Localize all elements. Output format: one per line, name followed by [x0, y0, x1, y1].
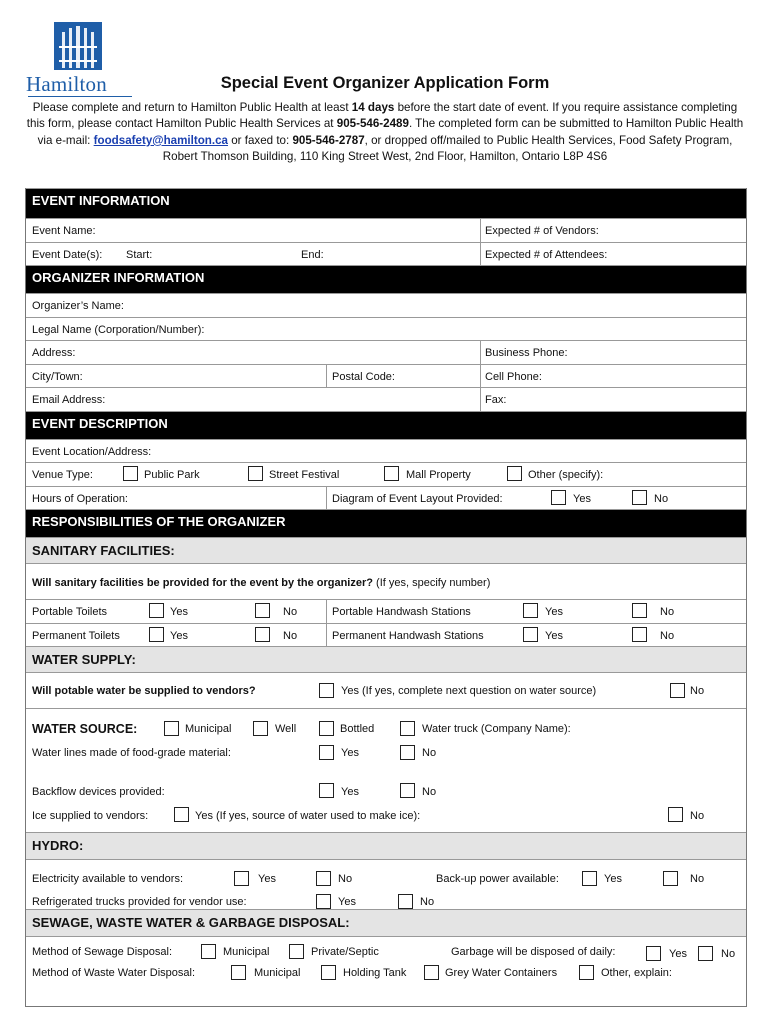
- ice-yes-checkbox[interactable]: [174, 807, 189, 822]
- yes-label: Yes: [545, 606, 563, 618]
- sewage-municipal-checkbox[interactable]: [201, 944, 216, 959]
- municipal-label: Municipal: [223, 945, 270, 958]
- water-supply-question: Will potable water be supplied to vendors?: [32, 685, 256, 697]
- backup-no-checkbox[interactable]: [663, 871, 678, 886]
- legal-name-field[interactable]: Legal Name (Corporation/Number):: [32, 323, 205, 336]
- section-responsibilities: RESPONSIBILITIES OF THE ORGANIZER: [26, 509, 746, 537]
- city-hall-icon: [54, 22, 102, 70]
- permanent-handwash-no-checkbox[interactable]: [632, 627, 647, 642]
- water-supply-yes-checkbox[interactable]: [319, 683, 334, 698]
- permanent-toilets-no-checkbox[interactable]: [255, 627, 270, 642]
- waste-municipal-checkbox[interactable]: [231, 965, 246, 980]
- venue-type-label: Venue Type:: [32, 469, 93, 481]
- event-location-row: [26, 439, 746, 463]
- holding-tank-label: Holding Tank: [343, 966, 407, 979]
- application-form: [25, 188, 747, 1007]
- diagram-yes-checkbox[interactable]: [551, 490, 566, 505]
- waste-water-method-label: Method of Waste Water Disposal:: [32, 966, 196, 979]
- permanent-toilets-label: Permanent Toilets: [32, 629, 120, 642]
- bottled-water-label: Bottled: [340, 723, 375, 735]
- organizer-name-row: [26, 293, 746, 317]
- sewage-heading: SEWAGE, WASTE WATER & GARBAGE DISPOSAL:: [26, 909, 746, 936]
- water-supply-row: [26, 672, 746, 708]
- backup-power-label: Back-up power available:: [436, 872, 559, 885]
- portable-handwash-label: Portable Handwash Stations: [332, 606, 471, 618]
- no-label: No: [338, 872, 353, 885]
- portable-toilets-yes-checkbox[interactable]: [149, 603, 164, 618]
- sanitary-question-row: [26, 563, 746, 599]
- public-park-label: Public Park: [144, 469, 200, 481]
- water-truck-checkbox[interactable]: [400, 721, 415, 736]
- city-row: [26, 364, 746, 388]
- refrigerated-label: Refrigerated trucks provided for vendor use:: [32, 895, 247, 908]
- permanent-handwash-label: Permanent Handwash Stations: [332, 629, 484, 642]
- garbage-label: Garbage will be disposed of daily:: [451, 945, 616, 958]
- ice-row: [26, 804, 746, 832]
- no-label: No: [422, 786, 437, 798]
- hours-field[interactable]: Hours of Operation:: [32, 492, 128, 505]
- municipal-water-checkbox[interactable]: [164, 721, 179, 736]
- street-festival-label: Street Festival: [269, 469, 340, 481]
- other-disposal-label: Other, explain:: [601, 966, 672, 979]
- portable-toilets-no-checkbox[interactable]: [255, 603, 270, 618]
- electricity-no-checkbox[interactable]: [316, 871, 331, 886]
- grey-water-checkbox[interactable]: [424, 965, 439, 980]
- toilets-permanent-row: [26, 623, 746, 647]
- no-label: No: [283, 606, 298, 618]
- yes-label: Yes: [604, 872, 622, 885]
- portable-handwash-yes-checkbox[interactable]: [523, 603, 538, 618]
- water-truck-label: Water truck (Company Name):: [422, 723, 571, 735]
- email-row: [26, 387, 746, 411]
- diagram-no-checkbox[interactable]: [632, 490, 647, 505]
- no-label: No: [690, 809, 705, 822]
- form-instructions: Please complete and return to Hamilton Public Health at least 14 days before the start date of event. If you require assistance completing this form, please contact Hamilton Public Health Services at 905-546-2489. The completed form can be submitted to Hamilton Public Health via e-mail: foodsafety@hamilton.ca or faxed to: 905-546-2787, or dropped off/mailed to Public Health Services, Food Safety Program, Robert Thomson Building, 110 King Street West, 2nd Floor, Hamilton, Ontario L8P 4S6: [26, 101, 744, 164]
- backflow-row: [26, 780, 746, 804]
- backflow-yes-checkbox[interactable]: [319, 783, 334, 798]
- address-row: [26, 340, 746, 364]
- form-title: Special Event Organizer Application Form: [220, 74, 550, 92]
- no-label: No: [690, 872, 705, 885]
- backup-yes-checkbox[interactable]: [582, 871, 597, 886]
- garbage-yes-checkbox[interactable]: [646, 946, 661, 961]
- sewage-block: [26, 936, 746, 1006]
- sewage-private-checkbox[interactable]: [289, 944, 304, 959]
- cell-phone-field[interactable]: Cell Phone:: [485, 370, 542, 383]
- diagram-label: Diagram of Event Layout Provided:: [332, 492, 503, 505]
- refrigerated-yes-checkbox[interactable]: [316, 894, 331, 909]
- event-dates-row: [26, 242, 746, 266]
- section-event-description: EVENT DESCRIPTION: [26, 411, 746, 439]
- hydro-block: [26, 859, 746, 909]
- no-label: No: [422, 747, 437, 759]
- no-label: No: [721, 947, 736, 960]
- yes-label: Yes: [170, 629, 188, 642]
- other-venue-label: Other (specify):: [528, 469, 604, 481]
- other-disposal-checkbox[interactable]: [579, 965, 594, 980]
- yes-label: Yes: [669, 947, 687, 960]
- electricity-label: Electricity available to vendors:: [32, 872, 184, 885]
- other-venue-checkbox[interactable]: [507, 466, 522, 481]
- portable-handwash-no-checkbox[interactable]: [632, 603, 647, 618]
- diagram-yes-label: Yes: [573, 492, 591, 505]
- city-field[interactable]: City/Town:: [32, 370, 83, 383]
- backflow-no-checkbox[interactable]: [400, 783, 415, 798]
- water-supply-yes-label: Yes (If yes, complete next question on water source): [341, 685, 597, 697]
- no-label: No: [420, 895, 435, 908]
- water-lines-yes-checkbox[interactable]: [319, 745, 334, 760]
- section-organizer-information: ORGANIZER INFORMATION: [26, 265, 746, 293]
- garbage-no-checkbox[interactable]: [698, 946, 713, 961]
- event-name-field[interactable]: Event Name:: [32, 225, 96, 237]
- event-location-field[interactable]: Event Location/Address:: [32, 445, 152, 458]
- logo-wordmark: Hamilton: [26, 72, 107, 96]
- municipal-water-label: Municipal: [185, 723, 232, 735]
- holding-tank-checkbox[interactable]: [321, 965, 336, 980]
- hydro-heading: HYDRO:: [26, 832, 746, 859]
- permanent-handwash-yes-checkbox[interactable]: [523, 627, 538, 642]
- portable-toilets-label: Portable Toilets: [32, 606, 108, 618]
- well-water-label: Well: [275, 723, 297, 735]
- permanent-toilets-yes-checkbox[interactable]: [149, 627, 164, 642]
- street-festival-checkbox[interactable]: [248, 466, 263, 481]
- toilets-portable-row: [26, 599, 746, 623]
- yes-label: Yes: [341, 786, 359, 798]
- ice-yes-label: Yes (If yes, source of water used to make ice):: [195, 809, 421, 822]
- business-phone-field[interactable]: Business Phone:: [485, 347, 568, 359]
- water-supply-no-label: No: [690, 685, 705, 697]
- yes-label: Yes: [170, 606, 188, 618]
- no-label: No: [660, 606, 675, 618]
- water-source-block: [26, 708, 746, 780]
- end-date-field[interactable]: End:: [301, 248, 324, 261]
- sewage-method-label: Method of Sewage Disposal:: [32, 945, 173, 958]
- organizer-name-field[interactable]: Organizer’s Name:: [32, 300, 124, 312]
- grey-water-label: Grey Water Containers: [445, 966, 558, 979]
- water-lines-no-checkbox[interactable]: [400, 745, 415, 760]
- no-label: No: [283, 629, 298, 642]
- email-link[interactable]: foodsafety@hamilton.ca: [93, 133, 228, 147]
- event-name-row: [26, 218, 746, 242]
- bottled-water-checkbox[interactable]: [319, 721, 334, 736]
- yes-label: Yes: [341, 747, 359, 759]
- legal-name-row: [26, 317, 746, 341]
- public-park-checkbox[interactable]: [123, 466, 138, 481]
- yes-label: Yes: [258, 872, 276, 885]
- fax-field[interactable]: Fax:: [485, 394, 507, 406]
- hours-row: [26, 486, 746, 510]
- no-label: No: [660, 629, 675, 642]
- email-address-field[interactable]: Email Address:: [32, 394, 106, 406]
- logo-underline: [28, 96, 132, 97]
- ice-label: Ice supplied to vendors:: [32, 809, 149, 822]
- sanitary-question: Will sanitary facilities be provided for the event by the organizer? (If yes, specify number): [32, 577, 491, 589]
- water-lines-label: Water lines made of food-grade material:: [32, 747, 231, 759]
- yes-label: Yes: [338, 895, 356, 908]
- well-water-checkbox[interactable]: [253, 721, 268, 736]
- ice-no-checkbox[interactable]: [668, 807, 683, 822]
- vendors-field[interactable]: Expected # of Vendors:: [485, 225, 599, 237]
- private-septic-label: Private/Septic: [311, 945, 379, 958]
- mall-property-checkbox[interactable]: [384, 466, 399, 481]
- mall-property-label: Mall Property: [406, 469, 471, 481]
- electricity-yes-checkbox[interactable]: [234, 871, 249, 886]
- water-supply-no-checkbox[interactable]: [670, 683, 685, 698]
- yes-label: Yes: [545, 629, 563, 642]
- section-event-information: EVENT INFORMATION: [26, 188, 746, 218]
- refrigerated-no-checkbox[interactable]: [398, 894, 413, 909]
- venue-type-row: [26, 462, 746, 486]
- sanitary-facilities-heading: SANITARY FACILITIES:: [26, 537, 746, 563]
- attendees-field[interactable]: Expected # of Attendees:: [485, 248, 608, 261]
- municipal-label: Municipal: [254, 966, 301, 979]
- event-dates-label: Event Date(s):: [32, 248, 103, 261]
- water-source-heading: WATER SOURCE:: [32, 722, 138, 736]
- diagram-no-label: No: [654, 492, 669, 505]
- water-supply-heading: WATER SUPPLY:: [26, 646, 746, 672]
- postal-code-field[interactable]: Postal Code:: [332, 370, 395, 383]
- address-field[interactable]: Address:: [32, 347, 76, 359]
- start-date-field[interactable]: Start:: [126, 248, 153, 261]
- backflow-label: Backflow devices provided:: [32, 786, 165, 798]
